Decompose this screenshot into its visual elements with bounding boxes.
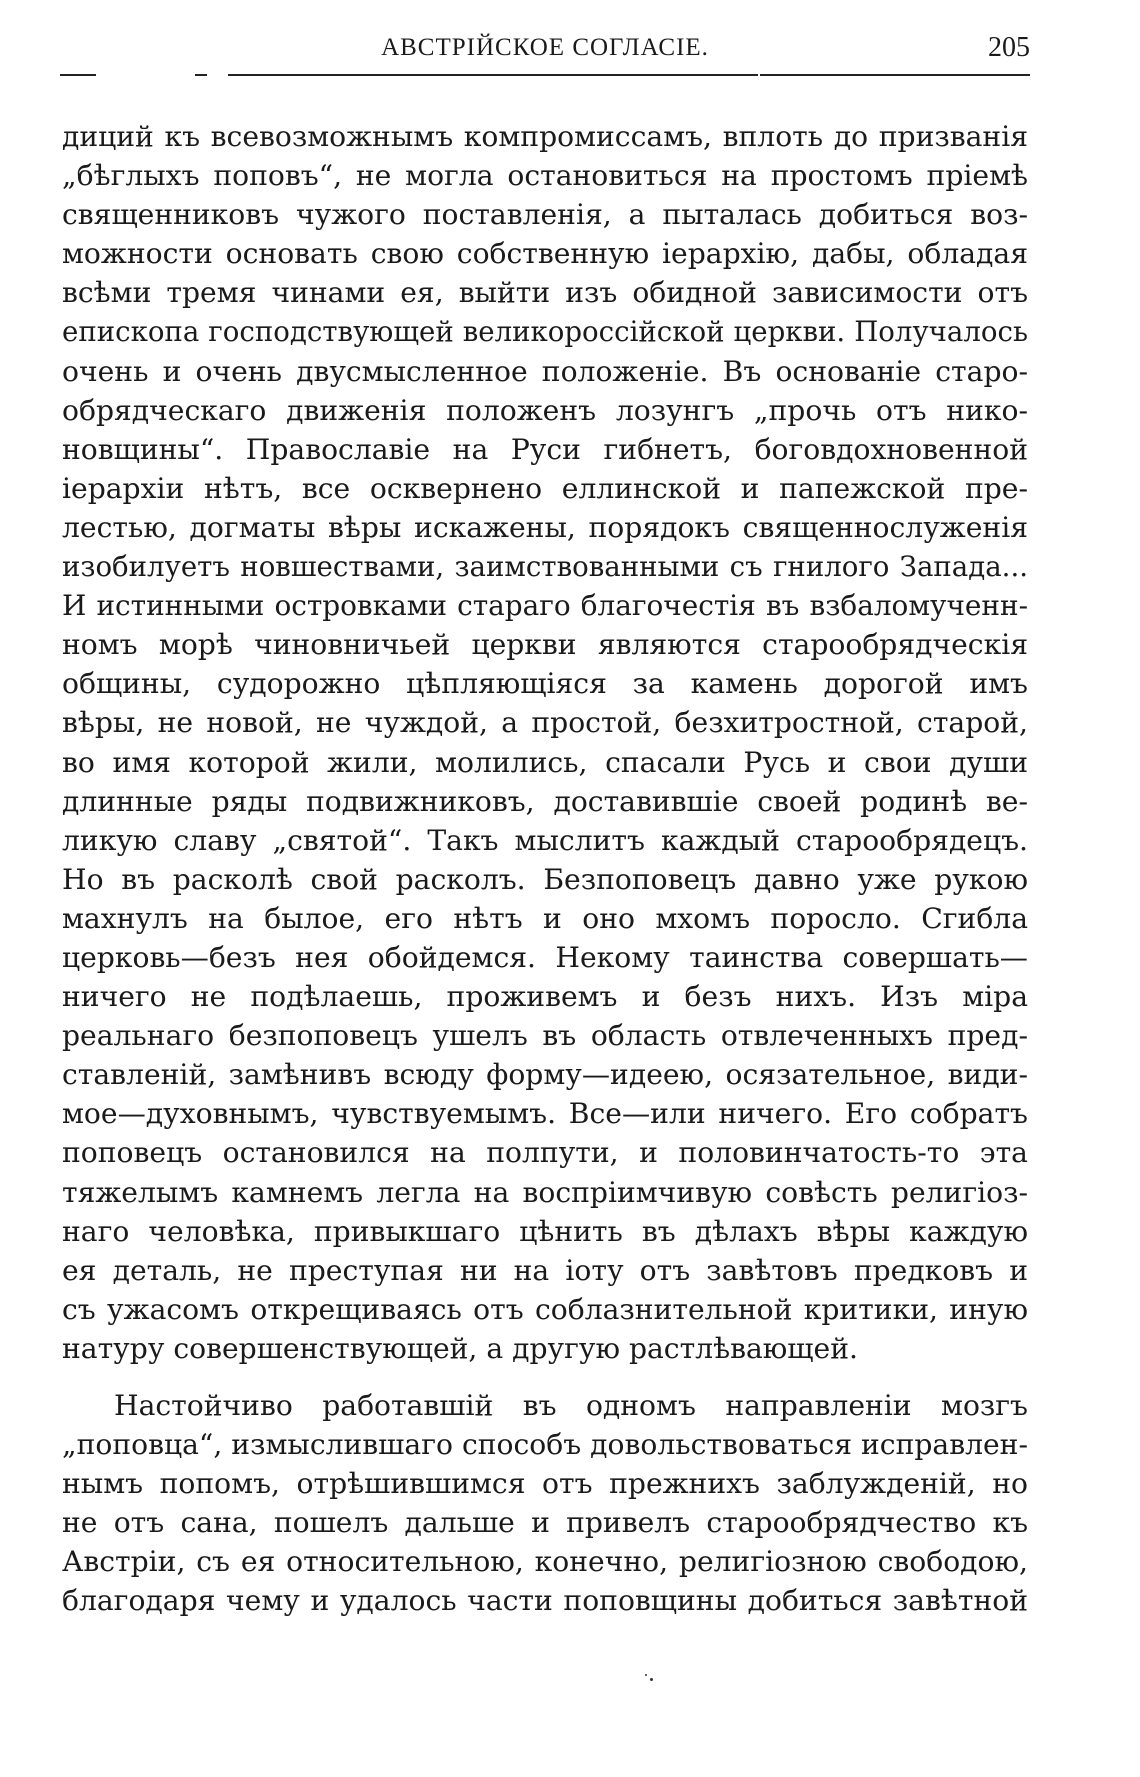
paragraph-gap (62, 1368, 1028, 1386)
text-line: всѣми тремя чинами ея, выйти изъ обидной зависимости отъ (62, 276, 1028, 310)
text-line: ничего не подѣлаешь, проживемъ и безъ нихъ. Изъ міра (62, 980, 1028, 1014)
text-line: мое—духовнымъ, чувствуемымъ. Все—или ничего. Его собратъ (62, 1097, 1028, 1131)
text-line: съ ужасомъ открещиваясь отъ соблазнительной критики, иную (62, 1292, 1028, 1326)
text-line: вѣры, не новой, не чуждой, а простой, безхитростной, старой, (62, 706, 1028, 740)
text-line: ставленій, замѣнивъ всюду форму—идеею, осязательное, види- (62, 1058, 1028, 1092)
text-line: не отъ сана, пошелъ дальше и привелъ старообрядчество къ (62, 1506, 1028, 1540)
text-line: махнулъ на былое, его нѣтъ и оно мхомъ поросло. Сгибла (62, 901, 1028, 935)
body-text (62, 117, 1028, 1621)
text-line: ликую славу „святой“. Такъ мыслитъ каждый старообрядецъ. (62, 823, 1028, 857)
text-line: изобилуетъ новшествами, заимствованными съ гнилого Запада... (62, 550, 1028, 584)
header-rule-left (60, 74, 96, 76)
text-line: натуру совершенствующей, а другую растлѣвающей. (62, 1331, 858, 1365)
header-rule-right (760, 74, 1030, 76)
text-line: номъ морѣ чиновничьей церкви являются старообрядческія (62, 628, 1028, 662)
page-number: 205 (988, 32, 1030, 63)
text-line: нымъ попомъ, отрѣшившимся отъ прежнихъ заблужденій, но (62, 1467, 1028, 1501)
running-head (60, 30, 1030, 90)
text-line: „бѣглыхъ поповъ“, не могла остановиться на простомъ пріемѣ (62, 159, 1028, 193)
text-line: іерархіи нѣтъ, все осквернено еллинской и папежской пре- (62, 471, 1028, 505)
running-title: АВСТРІЙСКОЕ СОГЛАСІЕ. (381, 34, 709, 61)
paragraph (62, 1386, 1028, 1621)
text-line: реальнаго безпоповецъ ушелъ въ область отвлеченныхъ пред- (62, 1019, 1028, 1053)
text-line: благодаря чему и удалось части поповщины добиться завѣтной (62, 1584, 1028, 1618)
text-line: священниковъ чужого поставленія, а пыталась добиться воз- (62, 198, 1028, 232)
text-line: „поповца“, измыслившаго способъ довольствоваться исправлен- (62, 1428, 1028, 1462)
text-line: очень и очень двусмысленное положеніе. Въ основаніе старо- (62, 354, 1028, 388)
text-line: церковь—безъ нея обойдемся. Некому таинства совершать— (62, 940, 1028, 974)
text-line: во имя которой жили, молились, спасали Русь и свои души (62, 745, 1028, 779)
text-line: новщины“. Православіе на Руси гибнетъ, боговдохновенной (62, 432, 1028, 466)
header-rule-fragment (195, 74, 207, 76)
text-line: можности основать свою собственную іерархію, дабы, обладая (62, 237, 1028, 271)
text-line: диций къ всевозможнымъ компромиссамъ, вплоть до призванія (62, 120, 1028, 153)
text-line: епископа господствующей великороссійской церкви. Получалось (62, 315, 1028, 349)
text-line: обрядческаго движенія положенъ лозунгъ „прочь отъ нико- (62, 393, 1028, 427)
text-line: Настойчиво работавшій въ одномъ направленіи мозгъ (114, 1389, 1028, 1422)
text-line: общины, судорожно цѣпляющіяся за камень дорогой имъ (62, 667, 1028, 701)
text-line: лестью, догматы вѣры искажены, порядокъ священнослуженія (62, 510, 1028, 544)
text-line: И истинными островками стараго благочестія въ взбаломученн- (62, 589, 1028, 623)
text-line: поповецъ остановился на полпути, и половинчатость-то эта (62, 1136, 1028, 1170)
text-line: ея деталь, не преступая ни на іоту отъ завѣтовъ предковъ и (62, 1253, 1028, 1287)
text-line: наго человѣка, привыкшаго цѣнить въ дѣлахъ вѣры каждую (62, 1214, 1028, 1248)
text-line: Но въ расколѣ свой расколъ. Безпоповецъ давно уже рукою (62, 862, 1028, 896)
text-line: длинные ряды подвижниковъ, доставившіе своей родинѣ ве- (62, 784, 1028, 818)
print-speck (645, 1674, 647, 1676)
print-speck (650, 1678, 653, 1681)
header-rule-middle (228, 74, 758, 76)
paragraph (62, 117, 1028, 1368)
text-line: Австріи, съ ея относительною, конечно, религіозною свободою, (62, 1545, 1028, 1579)
text-line: тяжелымъ камнемъ легла на воспріимчивую совѣсть религіоз- (62, 1175, 1028, 1209)
